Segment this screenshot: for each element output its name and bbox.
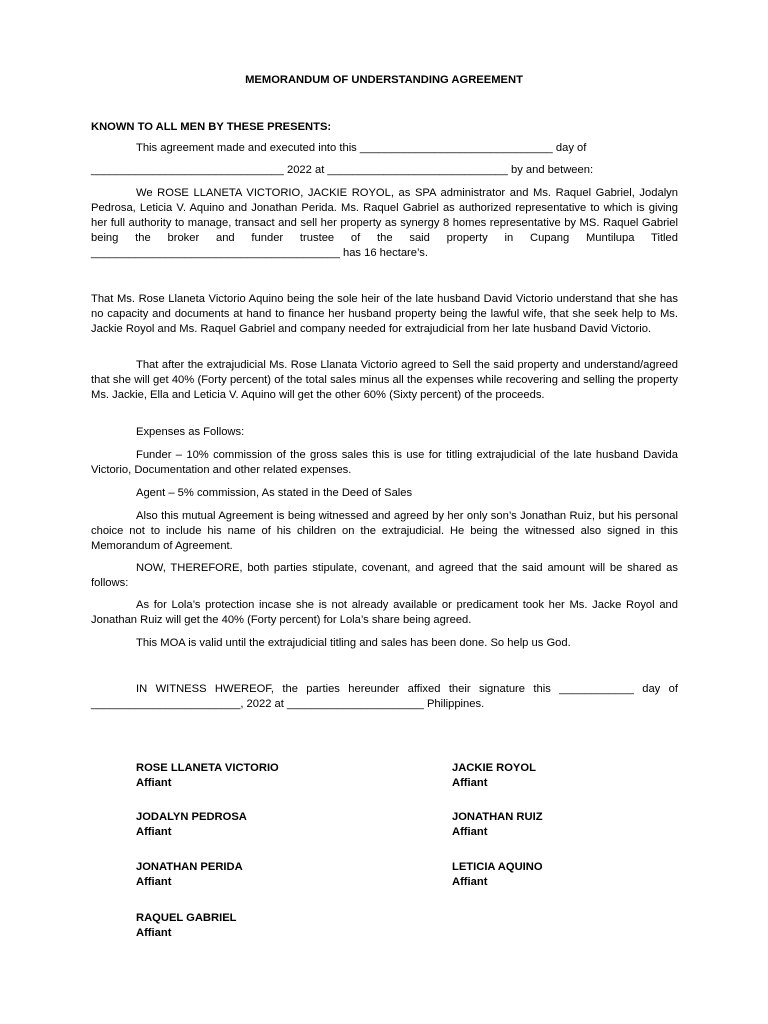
signatory-jodalyn xyxy=(136,810,247,840)
agreement-date-line-1: This agreement made and executed into this _______________________________ day of xyxy=(136,142,587,154)
known-heading: KNOWN TO ALL MEN BY THESE PRESENTS: xyxy=(91,121,332,133)
in-witness-paragraph: IN WITNESS HWEREOF, the parties hereunder affixed their signature this ____________ day of ________________________, 2022 at ______________________ Philippines. xyxy=(91,683,678,710)
signatory-name: JODALYN PEDROSA xyxy=(136,811,247,823)
signatory-name: LETICIA AQUINO xyxy=(452,861,543,873)
signatory-role: Affiant xyxy=(136,876,172,888)
signatory-role: Affiant xyxy=(136,777,172,789)
signatory-jonathan-ruiz xyxy=(452,810,543,840)
signatory-name: RAQUEL GABRIEL xyxy=(136,912,237,924)
signatory-name: JONATHAN PERIDA xyxy=(136,861,243,873)
funder-paragraph: Funder – 10% commission of the gross sales this is use for titling extrajudicial of the late husband Davida Victorio, Documentation and other related expenses. xyxy=(91,449,678,476)
lola-protection-paragraph: As for Lola’s protection incase she is not already available or predicament took her Ms. Jacke Royol and Jonathan Ruiz will get the 40% (Forty percent) for Lola’s share being agreed. xyxy=(91,599,678,626)
document-title: MEMORANDUM OF UNDERSTANDING AGREEMENT xyxy=(245,74,523,86)
parties-paragraph: We ROSE LLANETA VICTORIO, JACKIE ROYOL, as SPA administrator and Ms. Raquel Gabriel, Jodalyn Pedrosa, Leticia V. Aquino and Jonathan Perida. Ms. Raquel Gabriel as authorized representative to which is giving her full authority to manage, transact and sell her property as synergy 8 homes representative by MS. Raquel Gabriel being the broker and funder trustee of the said property in Cupang Muntilupa Titled ________________________________________ has 16 hectare’s. xyxy=(91,187,678,259)
signatory-jackie xyxy=(452,761,536,791)
expenses-heading: Expenses as Follows: xyxy=(136,426,245,438)
signatory-jonathan-perida xyxy=(136,860,243,890)
sales-share-paragraph: That after the extrajudicial Ms. Rose Llanata Victorio agreed to Sell the said property and understand/agreed that she will get 40% (Forty percent) of the total sales minus all the expenses while recovering and selling the property Ms. Jackie, Ella and Leticia V. Aquino will get the other 60% (Sixty percent) of the proceeds. xyxy=(91,359,678,401)
signatory-leticia xyxy=(452,860,543,890)
signatory-role: Affiant xyxy=(452,777,488,789)
signatory-name: ROSE LLANETA VICTORIO xyxy=(136,762,279,774)
signatory-role: Affiant xyxy=(452,876,488,888)
therefore-paragraph: NOW, THEREFORE, both parties stipulate, covenant, and agreed that the said amount will be shared as follows: xyxy=(91,562,678,589)
agreement-date-line-2: _______________________________ 2022 at _____________________________ by and between: xyxy=(91,164,594,176)
signatory-raquel xyxy=(136,911,237,941)
signatory-name: JONATHAN RUIZ xyxy=(452,811,543,823)
heir-paragraph: That Ms. Rose Llaneta Victorio Aquino being the sole heir of the late husband David Victorio understand that she has no capacity and documents at hand to finance her husband property being the lawful wife, that she seek help to Ms. Jackie Royol and Ms. Raquel Gabriel and company needed for extrajudicial from her late husband David Victorio. xyxy=(91,293,678,335)
validity-paragraph: This MOA is valid until the extrajudicial titling and sales has been done. So help us God. xyxy=(136,637,571,649)
signatory-rose xyxy=(136,761,279,791)
signatory-name: JACKIE ROYOL xyxy=(452,762,536,774)
signatory-role: Affiant xyxy=(452,826,488,838)
signatory-role: Affiant xyxy=(136,826,172,838)
agent-paragraph: Agent – 5% commission, As stated in the Deed of Sales xyxy=(136,487,413,499)
signatory-role: Affiant xyxy=(136,927,172,939)
witness-son-paragraph: Also this mutual Agreement is being witnessed and agreed by her only son’s Jonathan Ruiz, but his personal choice not to include his name of his children on the extrajudicial. He being the witnessed also signed in this Memorandum of Agreement. xyxy=(91,510,678,552)
